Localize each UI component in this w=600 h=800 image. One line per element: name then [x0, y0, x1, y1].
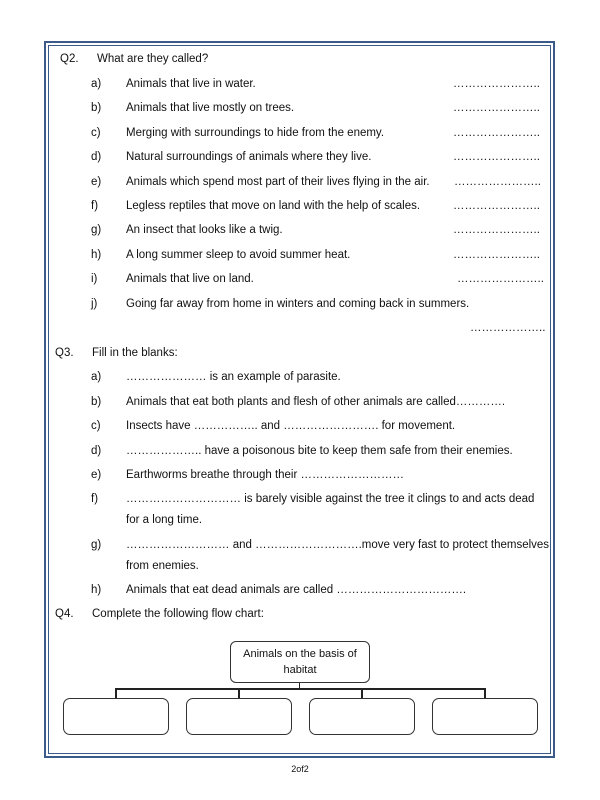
q3-item-text: Insects have …………….. and ……………………. for movement. [126, 420, 456, 432]
flowchart-root-label-line1: Animals on the basis of [243, 648, 357, 660]
q2-title: What are they called? [97, 53, 209, 65]
q4-title: Complete the following flow chart: [92, 608, 264, 620]
q2-item-letter: h) [91, 249, 102, 261]
q3-item-text: ……………………… and ……………………….move very fast to protect themselves [126, 539, 550, 551]
answer-blank[interactable]: ………………….. [453, 224, 540, 236]
q3-item-text: Animals that eat dead animals are called ……………………………. [126, 584, 467, 596]
flowchart-connector [361, 688, 363, 698]
q2-item-letter: g) [91, 224, 102, 236]
answer-blank[interactable]: ………………….. [453, 151, 540, 163]
q3-number: Q3. [55, 347, 74, 359]
q2-item-text: Natural surroundings of animals where they live. [126, 151, 372, 163]
q4-number: Q4. [55, 608, 74, 620]
q3-item-text: ………………… is an example of parasite. [126, 371, 341, 383]
q2-item-letter: c) [91, 127, 101, 139]
q3-item-letter: e) [91, 469, 102, 481]
answer-blank[interactable]: ………………….. [453, 78, 540, 90]
answer-blank[interactable]: ………………….. [453, 249, 540, 261]
answer-blank[interactable]: ……………….. [470, 322, 546, 334]
q3-item-letter: d) [91, 445, 102, 457]
flowchart-root-label-line2: habitat [283, 664, 317, 676]
q2-item-letter: a) [91, 78, 102, 90]
q2-item-letter: j) [91, 298, 98, 310]
q3-title: Fill in the blanks: [92, 347, 178, 359]
q2-item-letter: i) [91, 273, 98, 285]
q3-item-text: Earthworms breathe through their ……………………… [126, 469, 405, 481]
answer-blank[interactable]: ………………….. [454, 176, 541, 188]
q2-item-text: Animals which spend most part of their lives flying in the air. [126, 176, 430, 188]
flowchart-connector [484, 688, 486, 698]
q2-item-text: Legless reptiles that move on land with the help of scales. [126, 200, 421, 212]
flowchart-answer-box[interactable] [309, 698, 415, 735]
q2-item-letter: b) [91, 102, 102, 114]
answer-blank[interactable]: ………………….. [453, 200, 540, 212]
q3-item-text: ……………….. have a poisonous bite to keep them safe from their enemies. [126, 445, 513, 457]
answer-blank[interactable]: ………………….. [453, 127, 540, 139]
q2-number: Q2. [60, 53, 79, 65]
flowchart-connector [115, 688, 117, 698]
flowchart-answer-box[interactable] [63, 698, 169, 735]
flowchart-connector [238, 688, 240, 698]
answer-blank[interactable]: ………………….. [457, 273, 544, 285]
flowchart-connector [115, 688, 486, 690]
q2-item-text: Animals that live mostly on trees. [126, 102, 295, 114]
flowchart-answer-box[interactable] [186, 698, 292, 735]
answer-blank[interactable]: ………………….. [453, 102, 540, 114]
q2-item-text: Merging with surroundings to hide from the enemy. [126, 127, 385, 139]
q3-item-text: ………………………… is barely visible against the tree it clings to and acts dead [126, 493, 535, 505]
q2-item-text: A long summer sleep to avoid summer heat. [126, 249, 351, 261]
q2-item-letter: d) [91, 151, 102, 163]
q2-item-text: Animals that live on land. [126, 273, 254, 285]
q2-item-text: Animals that live in water. [126, 78, 256, 90]
q3-item-letter: h) [91, 584, 102, 596]
q3-item-letter: a) [91, 371, 102, 383]
q2-item-letter: e) [91, 176, 102, 188]
q3-item-text-continued: from enemies. [126, 560, 199, 572]
q3-item-letter: c) [91, 420, 101, 432]
q3-item-letter: f) [91, 493, 99, 505]
q3-item-letter: b) [91, 396, 102, 408]
q3-item-letter: g) [91, 539, 102, 551]
flowchart-answer-box[interactable] [432, 698, 538, 735]
q3-item-text-continued: for a long time. [126, 514, 203, 526]
q2-item-text: An insect that looks like a twig. [126, 224, 283, 236]
q2-item-letter: f) [91, 200, 99, 212]
page-number: 2of2 [291, 764, 309, 774]
q3-item-text: Animals that eat both plants and flesh of other animals are called…………. [126, 396, 506, 408]
q2-item-text: Going far away from home in winters and coming back in summers. [126, 298, 470, 310]
flowchart-root-box [230, 641, 370, 683]
